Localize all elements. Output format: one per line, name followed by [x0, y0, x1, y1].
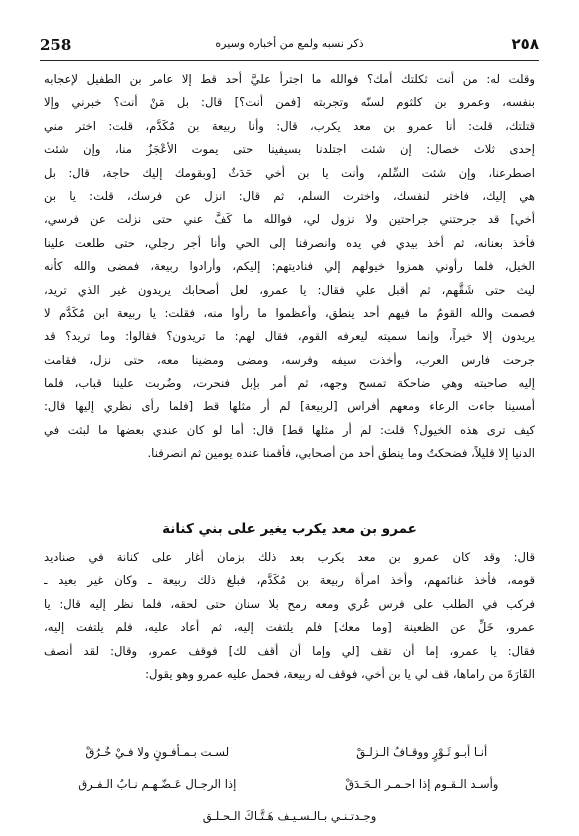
text-line: يريدون إلا خيراً، وإنما سميته ليعرفه القوم، فقال لهم: ما تريدون؟ فقالوا: وما تريد؟ قد: [44, 329, 535, 344]
paragraph-1: [44, 68, 535, 466]
page-number-latin: 258: [40, 36, 72, 54]
text-line: فركب في الطلب على فرس عُري ومعه رمح بلا سنان حتى لحقه، فلما نظر إليه قال: يا: [44, 596, 535, 611]
poem: [40, 736, 539, 832]
text-line: الخيل، فلما رأوني همزوا خيولهم إلي فناديتهم: إليكم، وأرادوا ربيعة، فمضى والله كأنه: [44, 259, 535, 274]
hemistich: لسـت بـمـأفـونٍ ولا فـيْ خُـرُقْ: [85, 745, 230, 759]
hemistich: وأسـد الـقـوم إذا احـمـر الـحَـدَقْ: [345, 777, 499, 791]
text-line: قال: وقد كان عمرو بن معد يكرب بعد ذلك بزمان أغار على كنانة في صناديد: [44, 550, 535, 564]
text-line: إليه صاحبته وهي ضاحكة تمسح وجهه، ثم أمر بإبل فنحرت، وضُربت علينا قباب، فلما: [44, 376, 535, 391]
poem-verse: [40, 768, 539, 800]
page-header: [40, 36, 539, 61]
poem-verse: [40, 800, 539, 832]
text-line: كيف ترى هذه الخيول؟ قلت: لم أر مثلها قط] قال: أما لو كان عندي بعضها ما لبثت في: [44, 422, 535, 437]
text-line: أمسينا جاءت الرعاء ومعهم أفراس [لربيعة] لم أر مثلها قط [فلما رأى نظري إليها قال:: [44, 399, 535, 414]
text-line: فصمت والله القومُ ما فيهم أحد ينطق، وأعظموا ما رأوا منه، فقلت: يا ربيعة ابن مُكَدَّم لا: [44, 305, 535, 320]
text-line: قتلتك، قلت: أنا عمرو بن معد يكرب، قال: وأنا ربيعة بن مُكَدَّم، قلت: اختر مني: [44, 118, 535, 133]
text-line: فقال: يا عمرو، إما أن تقف [لي وإما أن أقف لك] فوقف عمرو، وقال: لقد أنصف: [44, 643, 535, 658]
text-line: إحدى ثلاث خصال: إن شئت اجتلدنا بسيفينا حتى يموت الأعْجَزُ منا، وإن شئت: [44, 142, 535, 157]
text-line: عمرو، خَلِّ عن الظعينة [وما معك] فلم يلتفت إليه، ثم أعاد عليه، فلم يلتفت إليه،: [44, 620, 535, 635]
running-title: ذكر نسبه ولمع من أخباره وسيره: [215, 37, 364, 50]
text-line: فأخذ بعنانه، ثم أخذ بيدي في يده وانصرفنا إلى الحي وأنا أجر رجلي، حتى طلعت علينا: [44, 235, 535, 250]
poem-verse: [40, 736, 539, 768]
text-line: جرحت فارس العرب، وأخذت سيفه وفرسه، ومضى ومضينا معه، حتى نزل، فقامت: [44, 352, 535, 367]
paragraph-2: [44, 546, 535, 686]
page-number-arabic: ٢٥٨: [511, 35, 539, 53]
hemistich: إذا الرجـال عَـضّـهـم نـابُ الـفـرق: [78, 777, 237, 791]
text-line: الدنيا إلا قليلاً، فضحكتُ وما ينطق أحد من أصحابي، فأقمنا عنده يومين ثم انصرفنا.: [147, 446, 535, 461]
hemistich: أنـا أبـو ثَـوْرٍ ووقـافُ الـزلـقْ: [356, 745, 488, 759]
text-line: اصطرعنا، وإن شئت السِّلم، وأنت يا بن أخي حَدَثٌ [وبقومك إليك حاجة، قال: بل: [44, 165, 535, 180]
hemistich: وجـدتـنـي بـالـسـيـف هَـتَّـاكَ الـحـلـق: [202, 809, 377, 823]
text-line: أخي] قد جرحتني جراحتين ولا نزول لي، فوالله ما كَفَّ عني حتى نزلت عن فرسي،: [44, 212, 535, 227]
section-heading: عمرو بن معد يكرب يغير على بني كنانة: [162, 521, 417, 537]
text-line: وقلت له: من أنت ثكلتك أمك؟ فوالله ما اجترأ عليَّ أحد قط إلا عامر بن الطفيل لإعجابه: [44, 72, 535, 86]
text-line: القَارَةَ من راماها، قف لي يا بن أخي، فوقف له ربيعة، فحمل عليه عمرو وهو يقول:: [145, 666, 535, 681]
text-line: قومه، فأخذ غنائمهم، وأخذ امرأة ربيعة بن مُكَدَّم، فبلغ ذلك ربيعة ـ وكان غير بعيد ـ: [44, 573, 535, 588]
text-line: ليث حتى شَقَّهم، ثم أقبل علي فقال: يا عمرو، لعل أصحابك يريدون غير الذي تريد،: [44, 282, 535, 297]
text-line: بنفسه، وعمرو بن كلثوم لسنّه وتجربته [فمن أنت؟] قال: بل مَنْ أنت؟ خبرني وإلا: [44, 95, 535, 110]
text-line: هي إليك، فاختر لنفسك، واخترت السلم، ثم قال: انزل عن فرسك، قلت: يا بن: [44, 188, 535, 203]
